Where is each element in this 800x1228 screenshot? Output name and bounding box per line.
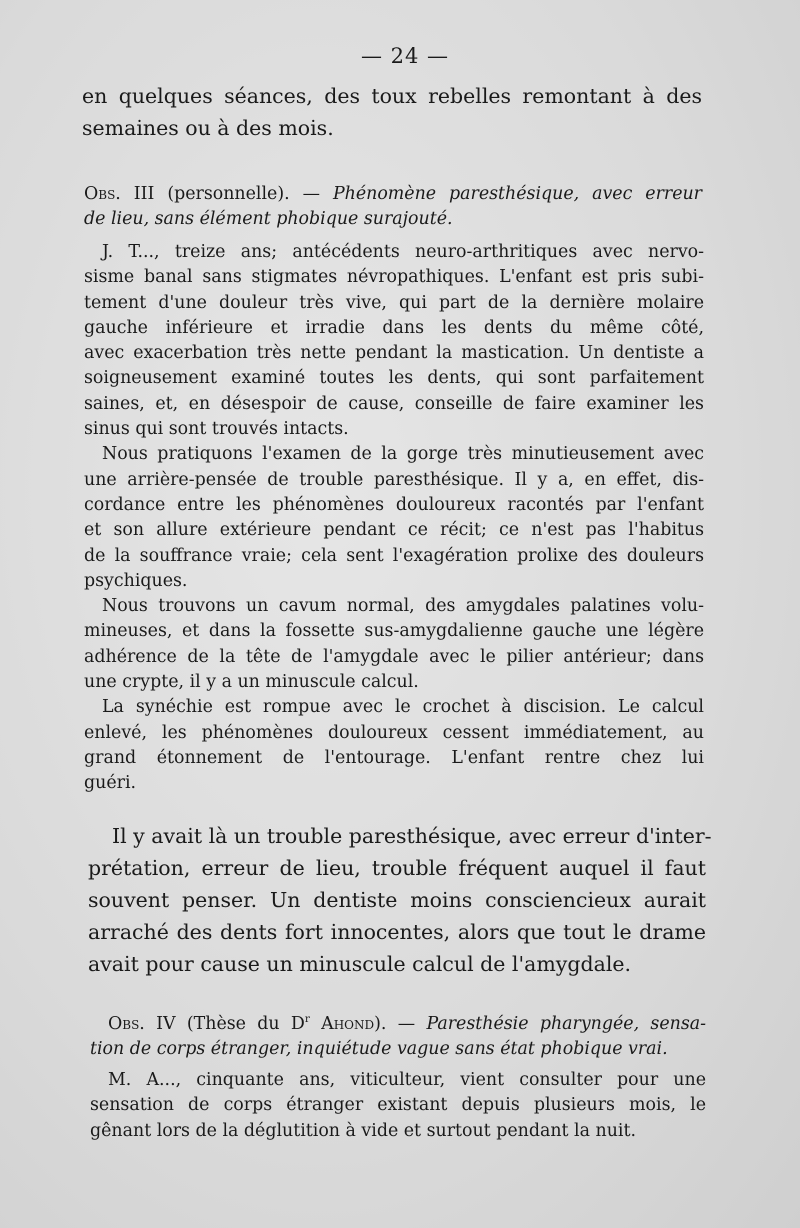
text-line: une crypte, il y a un minuscule calcul. bbox=[84, 672, 419, 693]
text-line: sisme banal sans stigmates névropathiques. L'enfant est pris subi- bbox=[84, 267, 704, 288]
paragraph bbox=[84, 240, 704, 442]
text-line: saines, et, en désespoir de cause, conseille de faire examiner les bbox=[84, 393, 704, 414]
text-line: adhérence de la tête de l'amygdale avec le pilier antérieur; dans bbox=[84, 646, 704, 667]
obs-author: Ahond bbox=[309, 1014, 375, 1034]
paragraph bbox=[84, 594, 704, 695]
text-line: et son allure extérieure pendant ce récit; ce n'est pas l'habitus bbox=[84, 520, 704, 541]
obs-source: (personnelle). — bbox=[154, 184, 333, 204]
text-line: grand étonnement de l'entourage. L'enfant rentre chez lui bbox=[84, 747, 704, 768]
text-line: Il y avait là un trouble paresthésique, avec erreur d'inter- bbox=[112, 824, 712, 848]
text-line: en quelques séances, des toux rebelles remontant à des bbox=[82, 84, 702, 108]
text-line: enlevé, les phénomènes douloureux cessent immédiatement, au bbox=[84, 722, 704, 743]
text-line: une arrière-pensée de trouble paresthésique. Il y a, en effet, dis- bbox=[84, 469, 704, 490]
obs-source: (Thèse du D bbox=[175, 1014, 305, 1034]
text-line: cordance entre les phénomènes douloureux racontés par l'enfant bbox=[84, 494, 704, 515]
heading-line bbox=[90, 1012, 706, 1037]
text-line: arraché des dents fort innocentes, alors que tout le drame bbox=[88, 920, 706, 944]
obs-title: tion de corps étranger, inquiétude vague sans état phobique vrai. bbox=[90, 1039, 668, 1060]
text-line: gênant lors de la déglutition à vide et surtout pendant la nuit. bbox=[90, 1120, 636, 1141]
obs3-heading bbox=[84, 182, 702, 233]
text-line: semaines ou à des mois. bbox=[82, 116, 334, 140]
paragraph bbox=[84, 442, 704, 594]
text-line: M. A..., cinquante ans, viticulteur, vient consulter pour une bbox=[108, 1070, 706, 1090]
text-line: Nous trouvons un cavum normal, des amygdales palatines volu- bbox=[102, 596, 704, 617]
text-line: sinus qui sont trouvés intacts. bbox=[84, 419, 349, 440]
intro-text bbox=[82, 80, 702, 144]
text-line: tement d'une douleur très vive, qui part de la dernière molaire bbox=[84, 292, 704, 313]
text-line: souvent penser. Un dentiste moins consciencieux aurait bbox=[88, 888, 706, 912]
obs4-heading bbox=[90, 1012, 706, 1063]
text-line: psychiques. bbox=[84, 570, 188, 591]
obs-title: de lieu, sans élément phobique surajouté. bbox=[84, 209, 453, 230]
text-line: sensation de corps étranger existant depuis plusieurs mois, le bbox=[90, 1095, 706, 1116]
text-line: Nous pratiquons l'examen de la gorge très minutieusement avec bbox=[102, 444, 704, 465]
obs-label: Obs. IV bbox=[108, 1014, 176, 1034]
obs3-body bbox=[84, 240, 704, 797]
commentary-text bbox=[88, 820, 712, 980]
text-line: gauche inférieure et irradie dans les dents du même côté, bbox=[84, 317, 704, 338]
text-line: La synéchie est rompue avec le crochet à discision. Le calcul bbox=[102, 697, 704, 718]
obs4-body bbox=[90, 1068, 706, 1144]
obs-title: Phénomène paresthésique, avec erreur bbox=[332, 184, 702, 204]
obs-title: Paresthésie pharyngée, sensa- bbox=[426, 1014, 707, 1034]
heading-line bbox=[84, 207, 702, 232]
text-line: guéri. bbox=[84, 773, 137, 794]
text-line: prétation, erreur de lieu, trouble fréquent auquel il faut bbox=[88, 856, 706, 880]
obs-source: ). — bbox=[374, 1014, 427, 1034]
paragraph bbox=[84, 695, 704, 796]
heading-line bbox=[84, 182, 702, 207]
text-line: soigneusement examiné toutes les dents, qui sont parfaitement bbox=[84, 368, 704, 389]
text-line: J. T..., treize ans; antécédents neuro-arthritiques avec nervo- bbox=[102, 242, 704, 262]
text-line: avec exacerbation très nette pendant la mastication. Un dentiste a bbox=[84, 343, 704, 364]
obs-label: Obs. III bbox=[84, 184, 155, 204]
obs-source-sup: r bbox=[304, 1013, 310, 1026]
text-line: mineuses, et dans la fossette sus-amygdalienne gauche une légère bbox=[84, 621, 704, 642]
text-line: de la souffrance vraie; cela sent l'exagération prolixe des douleurs bbox=[84, 545, 704, 566]
heading-line bbox=[90, 1037, 706, 1062]
page-number: — 24 — bbox=[360, 44, 450, 68]
text-line: avait pour cause un minuscule calcul de l'amygdale. bbox=[88, 952, 632, 976]
